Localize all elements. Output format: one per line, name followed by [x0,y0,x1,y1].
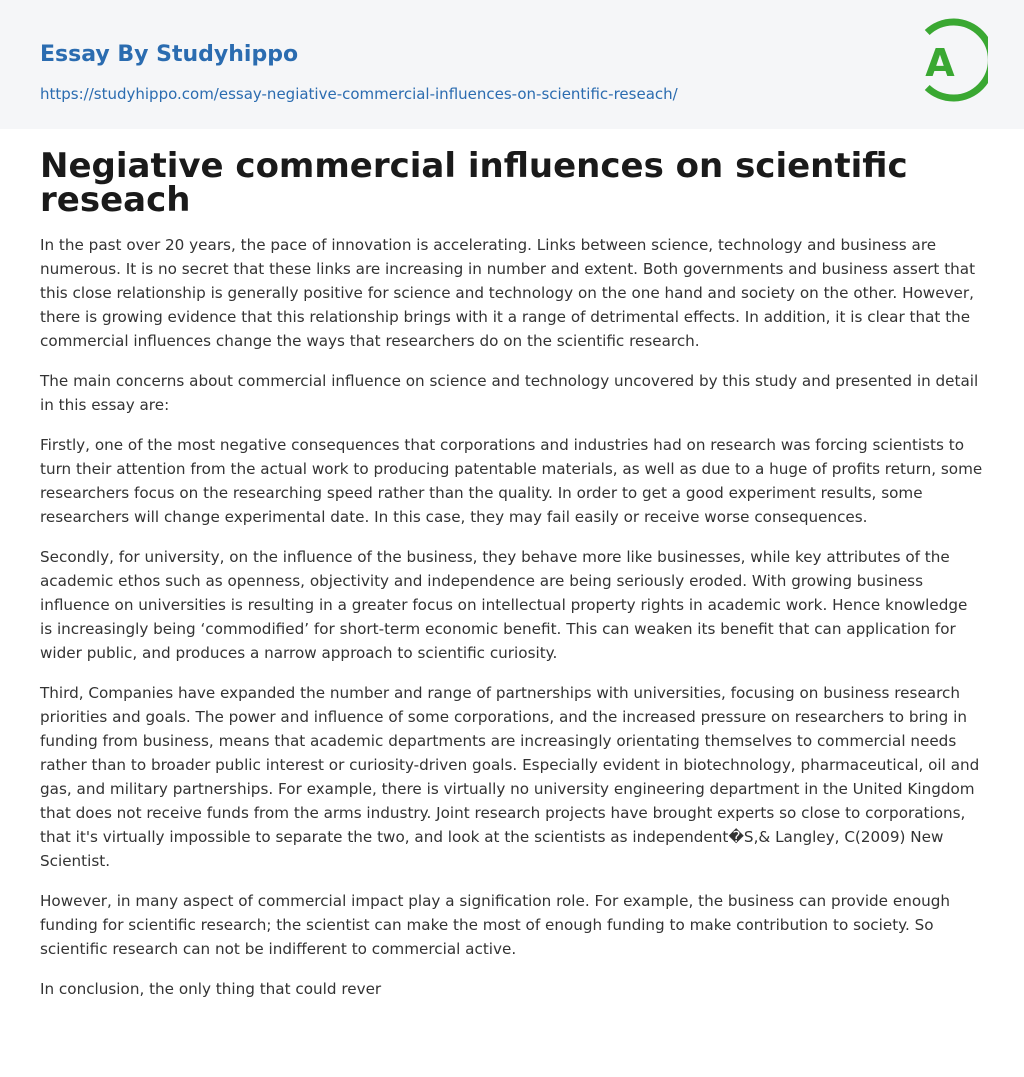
studyhippo-logo-icon[interactable] [912,18,988,106]
essay-content [0,129,1024,1001]
paragraph: In the past over 20 years, the pace of innovation is accelerating. Links between science, technology and business are numerous. It is no secret that these links are increasing in number and extent. Both governments and business assert that this close relationship is generally positive for science and technology on the one hand and society on the other. However, there is growing evidence that this relationship brings with it a range of detrimental effects. In addition, it is clear that the commercial influences change the ways that researchers do on the scientific research. [40,236,976,350]
essay-url-link[interactable]: https://studyhippo.com/essay-negiative-commercial-influences-on-scientific-reseach/ [40,85,678,103]
paragraph: Secondly, for university, on the influence of the business, they behave more like businesses, while key attributes of the academic ethos such as openness, objectivity and independence are being seriously eroded. With growing business influence on universities is resulting in a greater focus on intellectual property rights in academic work. Hence knowledge is increasingly being ‘commodified’ for short-term economic benefit. This can weaken its benefit that can application for wider public, and produces a narrow approach to scientific curiosity. [40,548,968,662]
site-header [0,0,1024,129]
paragraph: Firstly, one of the most negative consequences that corporations and industries had on research was forcing scientists to turn their attention from the actual work to producing patentable materials, as well as due to a huge of profits return, some researchers focus on the researching speed rather than the quality. In order to get a good experiment results, some researchers will change experimental date. In this case, they may fail easily or receive worse consequences. [40,436,983,526]
paragraph: In conclusion, the only thing that could rever [40,980,382,998]
paragraph: Third, Companies have expanded the number and range of partnerships with universities, focusing on business research priorities and goals. The power and influence of some corporations, and the increased pressure on researchers to bring in funding from business, means that academic departments are increasingly orientating themselves to commercial needs rather than to broader public interest or curiosity-driven goals. Especially evident in biotechnology, pharmaceutical, oil and gas, and military partnerships. For example, there is virtually no university engineering department in the United Kingdom that does not receive funds from the arms industry. Joint research projects have brought experts so close to corporations, that it's virtually impossible to separate the two, and look at the scientists as independent�S,& Langley, C(2009) New Scientist. [40,684,980,870]
paragraph: The main concerns about commercial influence on science and technology uncovered by this study and presented in detail in this essay are: [40,372,979,414]
site-brand[interactable]: Essay By Studyhippo [40,42,299,67]
essay-title: Negiative commercial influences on scientific reseach [40,146,908,220]
logo-letter: A [925,41,955,85]
paragraph: However, in many aspect of commercial impact play a signification role. For example, the business can provide enough funding for scientific research; the scientist can make the most of enough funding to make contribution to society. So scientific research can not be indifferent to commercial active. [40,892,951,958]
